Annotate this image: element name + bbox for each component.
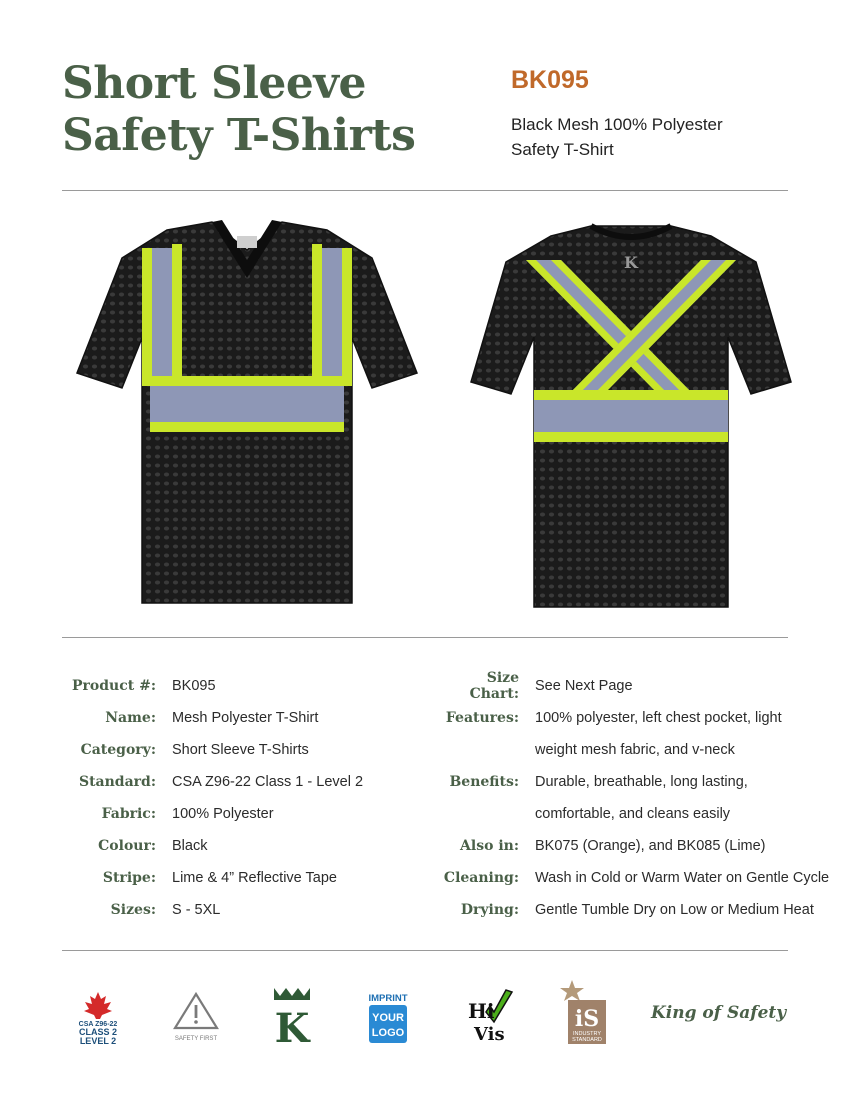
hi-vis-hi-text: Hi	[468, 999, 495, 1023]
spec-value: Lime & 4” Reflective Tape	[172, 870, 337, 886]
shirt-front-image	[72, 218, 422, 608]
spec-label: Drying:	[460, 902, 519, 918]
spec-table-left	[62, 670, 363, 926]
product-code-heading: BK095	[511, 66, 589, 94]
king-of-safety-tagline: King of Safety	[651, 1003, 787, 1023]
spec-value: Mesh Polyester T-Shirt	[172, 710, 319, 726]
spec-row	[62, 670, 363, 702]
spec-label: Name:	[105, 710, 156, 726]
spec-label: Benefits:	[449, 774, 519, 790]
spec-row	[62, 862, 363, 894]
header-divider	[62, 190, 788, 191]
csa-logo	[74, 990, 122, 1053]
king-k-logo	[270, 986, 314, 1051]
hi-vis-vis-text: Vis	[474, 1024, 505, 1044]
shirt-back-image	[466, 222, 796, 612]
spec-value: 100% Polyester	[172, 806, 274, 822]
spec-value: S - 5XL	[172, 902, 221, 918]
subtitle-line-1: Black Mesh 100% Polyester	[511, 115, 723, 134]
imprint-logo-text: LOGO	[371, 1027, 405, 1039]
spec-label: Features:	[445, 710, 519, 726]
hi-vis-logo	[464, 988, 516, 1049]
spec-row	[62, 798, 363, 830]
safety-first-logo	[170, 990, 222, 1051]
king-k-icon	[274, 988, 310, 1000]
spec-row	[437, 894, 829, 926]
spec-value: 100% polyester, left chest pocket, light	[535, 710, 782, 726]
spec-value: Gentle Tumble Dry on Low or Medium Heat	[535, 902, 814, 918]
industry-line-2: STANDARD	[572, 1037, 602, 1043]
spec-value: BK075 (Orange), and BK085 (Lime)	[535, 838, 766, 854]
spec-label: Product #:	[72, 678, 156, 694]
spec-value: Black	[172, 838, 208, 854]
spec-row	[437, 830, 829, 862]
spec-value: comfortable, and cleans easily	[535, 806, 731, 822]
csa-standard-text: CSA Z96-22	[78, 1021, 118, 1028]
title-line-2: Safety T-Shirts	[62, 110, 416, 161]
spec-label: Standard:	[78, 774, 156, 790]
spec-label: Also in:	[460, 838, 519, 854]
spec-row	[437, 798, 829, 830]
spec-row	[437, 766, 829, 798]
subtitle-line-2: Safety T-Shirt	[511, 140, 614, 159]
spec-row	[62, 766, 363, 798]
spec-table-right	[437, 670, 829, 926]
spec-label: Sizes:	[110, 902, 156, 918]
image-divider	[62, 637, 788, 638]
title-line-1: Short Sleeve	[62, 58, 366, 109]
spec-value: weight mesh fabric, and v-neck	[535, 742, 735, 758]
spec-row	[62, 734, 363, 766]
industry-standard-logo	[560, 978, 610, 1053]
imprint-text: IMPRINT	[368, 993, 408, 1004]
king-k-letter: K	[274, 1005, 310, 1046]
imprint-your-text: YOUR	[372, 1012, 404, 1024]
spec-value: BK095	[172, 678, 216, 694]
neck-label-icon	[237, 236, 257, 248]
spec-row	[437, 734, 829, 766]
spec-row	[62, 702, 363, 734]
spec-row	[437, 670, 829, 702]
maple-leaf-icon	[84, 992, 112, 1019]
spec-value: CSA Z96-22 Class 1 - Level 2	[172, 774, 364, 790]
svg-text:K: K	[624, 253, 638, 272]
industry-line-1: INDUSTRY	[572, 1031, 602, 1037]
page-title	[62, 58, 482, 162]
spec-label: Stripe:	[102, 870, 156, 886]
spec-value: Durable, breathable, long lasting,	[535, 774, 748, 790]
spec-label: Colour:	[98, 838, 156, 854]
csa-level-text: LEVEL 2	[79, 1036, 117, 1046]
spec-label: Fabric:	[101, 806, 156, 822]
spec-label: Cleaning:	[443, 870, 519, 886]
imprint-logo	[366, 990, 410, 1051]
spec-value: Wash in Cold or Warm Water on Gentle Cycle	[535, 870, 830, 886]
industry-standard-icon	[560, 980, 584, 1001]
safety-first-text: SAFETY FIRST	[174, 1036, 218, 1042]
spec-label: Category:	[80, 742, 156, 758]
csa-class-text: CLASS 2	[78, 1027, 118, 1037]
spec-row	[62, 830, 363, 862]
spec-row	[437, 702, 829, 734]
spec-value: Short Sleeve T-Shirts	[172, 742, 309, 758]
spec-row	[62, 894, 363, 926]
spec-value: See Next Page	[535, 678, 633, 694]
spec-row	[437, 862, 829, 894]
spec-divider	[62, 950, 788, 951]
industry-is-text: iS	[574, 1006, 600, 1032]
product-subtitle	[511, 112, 771, 162]
spec-label: Size Chart:	[469, 670, 519, 702]
